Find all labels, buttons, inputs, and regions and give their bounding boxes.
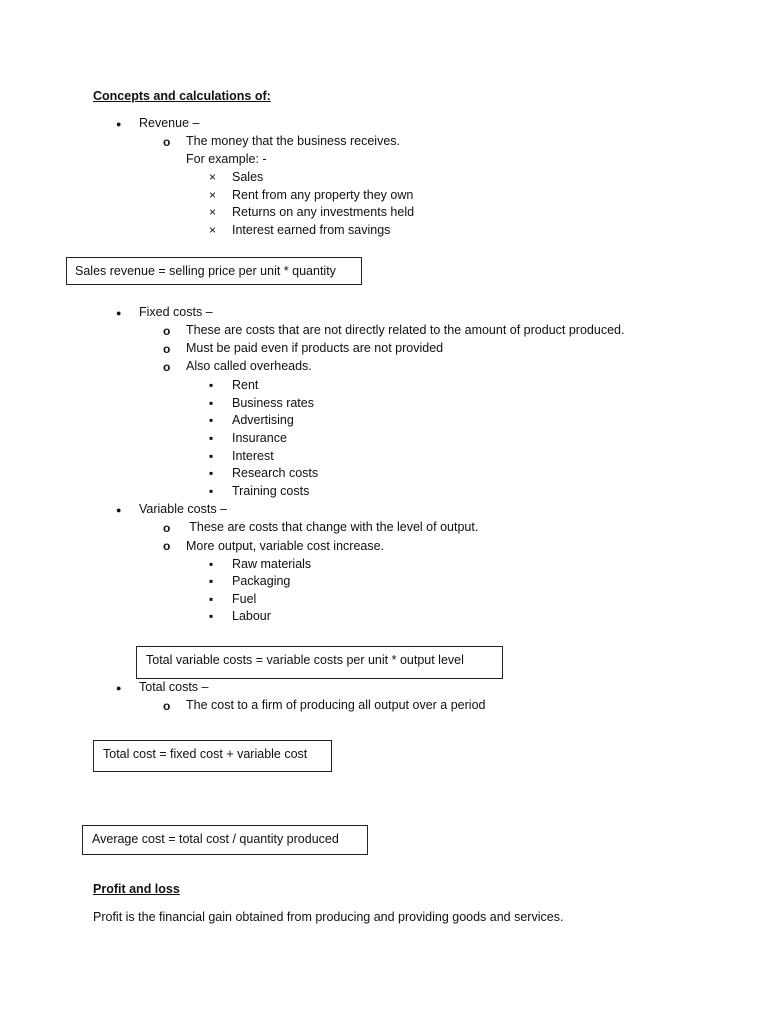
bullet-variable: ● (116, 505, 122, 515)
square-bullet: ▪ (209, 449, 214, 463)
sub-bullet: o (163, 342, 171, 356)
variable-point: More output, variable cost increase. (186, 539, 385, 553)
fixed-point: Also called overheads. (186, 359, 312, 373)
square-bullet: ▪ (209, 431, 214, 445)
revenue-example-intro: For example: - (186, 152, 267, 166)
square-bullet: ▪ (209, 396, 214, 410)
sub-bullet: o (163, 539, 171, 553)
revenue-label: Revenue – (139, 116, 200, 130)
profit-text: Profit is the financial gain obtained from producing and providing goods and services. (93, 910, 564, 924)
formula-average: Average cost = total cost / quantity produced (92, 832, 339, 846)
revenue-example: Interest earned from savings (232, 223, 391, 237)
fixed-label: Fixed costs – (139, 305, 213, 319)
fixed-point: Must be paid even if products are not provided (186, 341, 444, 355)
sub-bullet: o (163, 521, 171, 535)
fixed-point: These are costs that are not directly related to the amount of product produced. (186, 323, 625, 337)
profit-heading: Profit and loss (93, 882, 180, 896)
variable-example: Packaging (232, 574, 291, 588)
cross-bullet: × (209, 170, 217, 184)
fixed-example: Business rates (232, 396, 314, 410)
formula-variable-box (136, 646, 503, 679)
cross-bullet: × (209, 205, 217, 219)
fixed-example: Rent (232, 378, 259, 392)
formula-sales: Sales revenue = selling price per unit * quantity (75, 264, 336, 278)
square-bullet: ▪ (209, 466, 214, 480)
total-point: The cost to a firm of producing all output over a period (186, 698, 486, 712)
revenue-desc: The money that the business receives. (186, 134, 401, 148)
formula-average-box (82, 825, 368, 855)
bullet-total: ● (116, 683, 122, 693)
square-bullet: ▪ (209, 574, 214, 588)
variable-point: These are costs that change with the level of output. (186, 520, 479, 534)
fixed-example: Interest (232, 449, 274, 463)
sub-bullet: o (163, 135, 171, 149)
revenue-example: Sales (232, 170, 264, 184)
variable-example: Raw materials (232, 557, 312, 571)
revenue-example: Returns on any investments held (232, 205, 415, 219)
sub-bullet: o (163, 324, 171, 338)
square-bullet: ▪ (209, 378, 214, 392)
formula-total-box (93, 740, 332, 772)
revenue-example: Rent from any property they own (232, 188, 414, 202)
sub-bullet: o (163, 360, 171, 374)
square-bullet: ▪ (209, 484, 214, 498)
total-label: Total costs – (139, 680, 209, 694)
cross-bullet: × (209, 223, 217, 237)
variable-example: Labour (232, 609, 271, 623)
variable-example: Fuel (232, 592, 257, 606)
sub-bullet: o (163, 699, 171, 713)
formula-total: Total cost = fixed cost + variable cost (103, 747, 308, 761)
square-bullet: ▪ (209, 557, 214, 571)
cross-bullet: × (209, 188, 217, 202)
bullet-fixed: ● (116, 308, 122, 318)
square-bullet: ▪ (209, 592, 214, 606)
fixed-example: Advertising (232, 413, 294, 427)
fixed-example: Insurance (232, 431, 287, 445)
bullet-revenue: ● (116, 119, 122, 129)
square-bullet: ▪ (209, 413, 214, 427)
page-title: Concepts and calculations of: (93, 89, 271, 103)
fixed-example: Training costs (232, 484, 310, 498)
variable-label: Variable costs – (139, 502, 228, 516)
fixed-example: Research costs (232, 466, 319, 480)
formula-sales-box (66, 257, 362, 285)
formula-variable: Total variable costs = variable costs per unit * output level (146, 653, 464, 667)
square-bullet: ▪ (209, 609, 214, 623)
